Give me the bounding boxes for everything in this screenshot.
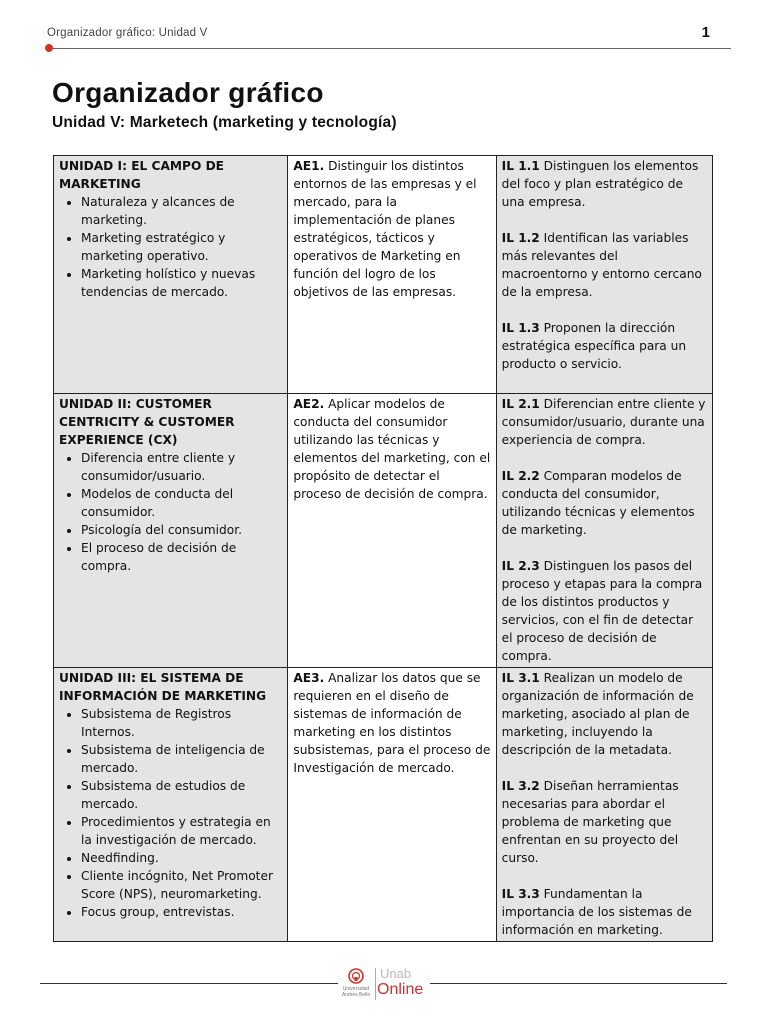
indicator-code: IL 2.2 xyxy=(501,469,540,483)
indicator-item xyxy=(502,157,707,211)
indicator-cell xyxy=(496,668,712,942)
header-rule xyxy=(49,48,731,49)
objective-cell xyxy=(288,156,496,394)
indicator-item xyxy=(502,885,707,939)
indicator-cell xyxy=(496,156,712,394)
footer-rule-left xyxy=(40,983,338,984)
footer-rule-right xyxy=(430,983,727,984)
indicator-text: Identifican las variables más relevantes del macroentorno y entorno cercano de la empresa. xyxy=(501,231,702,299)
topic-list xyxy=(59,449,282,575)
indicator-item xyxy=(502,319,707,373)
indicator-text: Distinguen los pasos del proceso y etapas para la compra de los distintos productos y servicios, con el fin de detectar el proceso de decisión de compra. xyxy=(501,559,703,663)
objective-text: Distinguir los distintos entornos de las empresas y el mercado, para la implementación de planes estratégicos, tácticos y operativos de Marketing en función del logro de los objetivos de las empresas. xyxy=(293,159,477,299)
unit-title: UNIDAD I: EL CAMPO DE MARKETING xyxy=(59,159,225,191)
topic-item: • Marketing holístico y nuevas tendencias de mercado. xyxy=(81,265,282,301)
indicator-item xyxy=(502,777,707,867)
objective-text: Aplicar modelos de conducta del consumidor utilizando las técnicas y elementos del marketing, con el propósito de detectar el proceso de decisión de compra. xyxy=(293,397,491,501)
unit-cell xyxy=(54,668,288,942)
topic-item: • Cliente incógnito, Net Promoter Score (NPS), neuromarketing. xyxy=(81,867,282,903)
indicator-text: Comparan modelos de conducta del consumidor, utilizando técnicas y elementos de marketing. xyxy=(501,469,695,537)
header-rule-dot xyxy=(45,44,53,52)
objective-text: Analizar los datos que se requieren en el diseño de sistemas de información de marketing en los distintos subsistemas, para el proceso de Investigación de mercado. xyxy=(293,671,491,775)
indicator-text: Proponen la dirección estratégica específica para un producto o servicio. xyxy=(501,321,687,371)
unit-cell xyxy=(54,156,288,394)
objective-cell xyxy=(288,394,496,668)
logo-university-text: Universidad Andrés Bello xyxy=(341,986,371,998)
objective-cell xyxy=(288,668,496,942)
topic-item: • Focus group, entrevistas. xyxy=(81,903,282,921)
objective-code: AE1. xyxy=(293,159,325,173)
unit-title: UNIDAD III: EL SISTEMA DE INFORMACIÓN DE MARKETING xyxy=(59,671,267,703)
page-subtitle: Unidad V: Marketech (marketing y tecnología) xyxy=(52,114,397,131)
indicator-item xyxy=(502,467,707,539)
topic-item: • Subsistema de inteligencia de mercado. xyxy=(81,741,282,777)
indicator-text: Fundamentan la importancia de los sistemas de información en marketing. xyxy=(501,887,692,937)
objective-code: AE3. xyxy=(293,671,325,685)
topic-item: • Needfinding. xyxy=(81,849,282,867)
indicator-item xyxy=(502,669,707,759)
topic-item: • El proceso de decisión de compra. xyxy=(81,539,282,575)
indicator-cell xyxy=(496,394,712,668)
indicator-item xyxy=(502,395,707,449)
topic-item: • Naturaleza y alcances de marketing. xyxy=(81,193,282,229)
indicator-text: Distinguen los elementos del foco y plan estratégico de una empresa. xyxy=(501,159,699,209)
logo-online-text: Online xyxy=(377,981,424,998)
indicator-code: IL 1.3 xyxy=(501,321,540,335)
topic-list xyxy=(59,193,282,301)
organizer-table xyxy=(53,155,713,942)
indicator-text: Diseñan herramientas necesarias para abordar el problema de marketing que enfrentan en su proyecto del curso. xyxy=(501,779,679,865)
university-seal-icon xyxy=(348,968,364,984)
indicator-item xyxy=(502,229,707,301)
logo-unab-text: Unab xyxy=(380,966,412,981)
indicator-code: IL 3.3 xyxy=(501,887,540,901)
topic-item: • Subsistema de Registros Internos. xyxy=(81,705,282,741)
indicator-code: IL 1.2 xyxy=(501,231,540,245)
unit-title: UNIDAD II: CUSTOMER CENTRICITY & CUSTOMER EXPERIENCE (CX) xyxy=(59,397,235,447)
indicator-text: Diferencian entre cliente y consumidor/usuario, durante una experiencia de compra. xyxy=(501,397,706,447)
indicator-code: IL 2.3 xyxy=(501,559,540,573)
indicator-code: IL 2.1 xyxy=(501,397,540,411)
page-number: 1 xyxy=(701,24,710,41)
indicator-code: IL 1.1 xyxy=(501,159,540,173)
indicator-item xyxy=(502,557,707,665)
objective-code: AE2. xyxy=(293,397,325,411)
table-row xyxy=(54,668,713,942)
topic-item: • Modelos de conducta del consumidor. xyxy=(81,485,282,521)
page-title: Organizador gráfico xyxy=(52,77,324,108)
indicator-code: IL 3.1 xyxy=(501,671,540,685)
topic-item: • Psicología del consumidor. xyxy=(81,521,282,539)
unit-cell xyxy=(54,394,288,668)
indicator-code: IL 3.2 xyxy=(501,779,540,793)
indicator-text: Realizan un modelo de organización de información de marketing, asociado al plan de marketing, incluyendo la descripción de la metadata. xyxy=(501,671,694,757)
topic-item: • Subsistema de estudios de mercado. xyxy=(81,777,282,813)
unab-online-logo xyxy=(340,965,430,1005)
topic-item: • Diferencia entre cliente y consumidor/usuario. xyxy=(81,449,282,485)
topic-item: • Marketing estratégico y marketing operativo. xyxy=(81,229,282,265)
running-header-title: Organizador gráfico: Unidad V xyxy=(47,27,208,39)
topic-list xyxy=(59,705,282,921)
logo-divider xyxy=(375,968,376,1000)
table-row xyxy=(54,394,713,668)
table-row xyxy=(54,156,713,394)
topic-item: • Procedimientos y estrategia en la investigación de mercado. xyxy=(81,813,282,849)
